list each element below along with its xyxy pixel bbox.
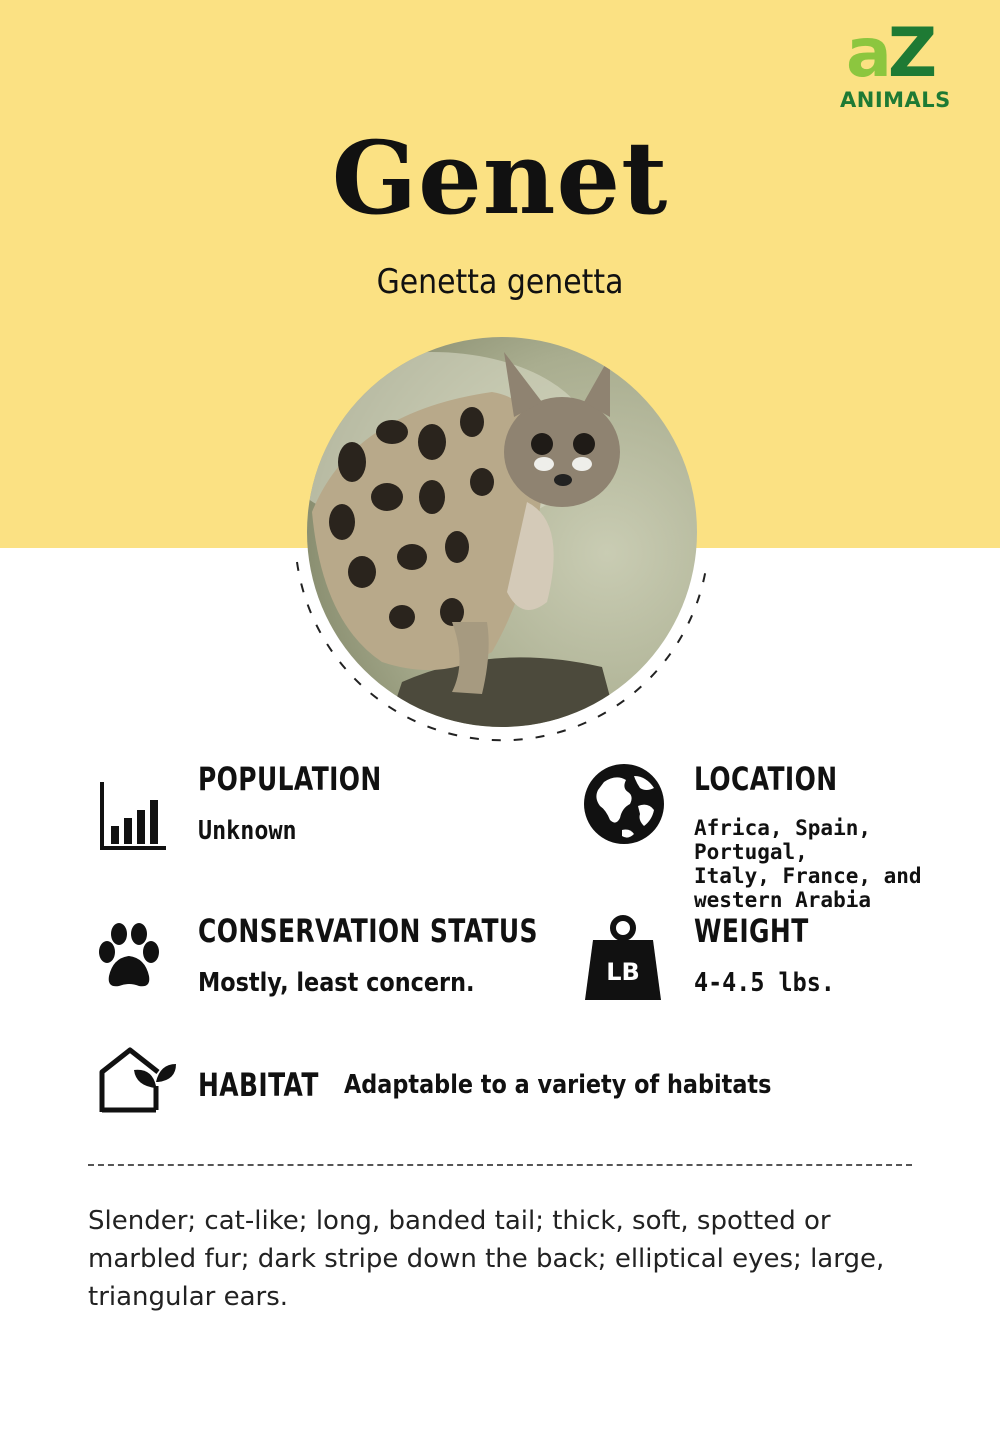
az-animals-logo[interactable] xyxy=(838,14,968,120)
conservation-value: Mostly, least concern. xyxy=(198,968,475,998)
weight-icon-text: LB xyxy=(606,958,640,986)
bar-chart-icon xyxy=(98,780,168,852)
location-line: western Arabia xyxy=(694,888,872,912)
page-title: Genet xyxy=(331,119,669,237)
weight-value: 4-4.5 lbs. xyxy=(694,968,835,998)
population-label: POPULATION xyxy=(198,760,382,798)
scientific-name: Genetta genetta xyxy=(376,262,624,302)
globe-icon xyxy=(582,762,666,846)
animal-photo xyxy=(292,322,712,742)
habitat-label: HABITAT xyxy=(198,1066,319,1104)
weight-label: WEIGHT xyxy=(694,912,809,950)
description-text: Slender; cat-like; long, banded tail; thick, soft, spotted or marbled fur; dark stripe down the back; elliptical eyes; large, triangular ears. xyxy=(88,1206,885,1312)
conservation-label: CONSERVATION STATUS xyxy=(198,912,538,950)
paw-icon xyxy=(95,922,163,992)
location-line: Italy, France, and xyxy=(694,864,922,888)
logo-word: ANIMALS xyxy=(840,88,951,112)
logo-letters: aZ xyxy=(846,14,934,93)
weight-icon xyxy=(583,914,663,1002)
location-line: Africa, Spain, Portugal, xyxy=(694,816,872,864)
location-label: LOCATION xyxy=(694,760,838,798)
house-plant-icon xyxy=(98,1046,178,1114)
section-divider xyxy=(88,1164,912,1166)
population-value: Unknown xyxy=(198,816,297,846)
location-value xyxy=(694,816,994,912)
habitat-value: Adaptable to a variety of habitats xyxy=(344,1070,772,1100)
